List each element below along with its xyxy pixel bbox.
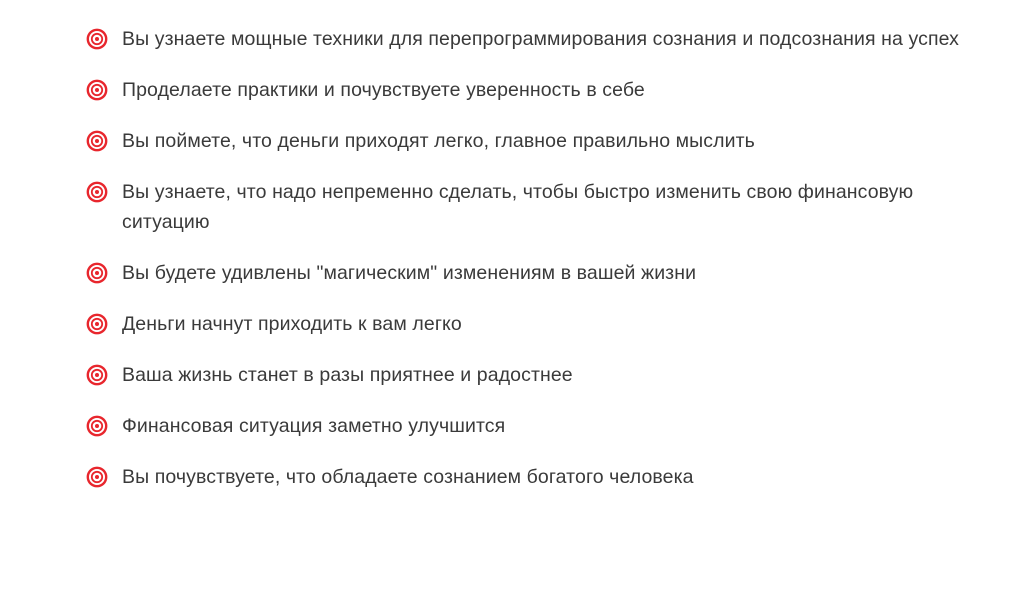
target-bullet-icon [86,466,108,488]
target-bullet-icon [86,28,108,50]
list-item [86,309,1000,339]
list-item [86,75,1000,105]
list-item-text: Вы почувствуете, что обладаете сознанием богатого человека [122,466,694,488]
list-item-text: Вы будете удивлены "магическим" изменениям в вашей жизни [122,262,697,284]
list-item [86,24,1000,54]
list-item-text: Финансовая ситуация заметно улучшится [122,415,506,437]
list-item [86,258,1000,288]
list-item [86,360,1000,390]
list-item-text: Проделаете практики и почувствуете уверенность в себе [122,79,645,101]
list-item [86,126,1000,156]
target-bullet-icon [86,313,108,335]
list-item-text: Вы узнаете мощные техники для перепрограммирования сознания и подсознания на успех [122,28,960,50]
target-bullet-icon [86,79,108,101]
list-item [86,177,1000,237]
list-item-text: Деньги начнут приходить к вам легко [122,313,462,335]
target-bullet-icon [86,262,108,284]
list-item-text: Вы поймете, что деньги приходят легко, главное правильно мыслить [122,130,755,152]
target-bullet-icon [86,364,108,386]
list-item-text: Ваша жизнь станет в разы приятнее и радостнее [122,364,573,386]
target-bullet-icon [86,130,108,152]
list-item-text: Вы узнаете, что надо непременно сделать, чтобы быстро изменить свою финансовую ситуацию [122,181,914,233]
list-item [86,462,1000,492]
target-bullet-icon [86,415,108,437]
target-bullet-icon [86,181,108,203]
list-item [86,411,1000,441]
